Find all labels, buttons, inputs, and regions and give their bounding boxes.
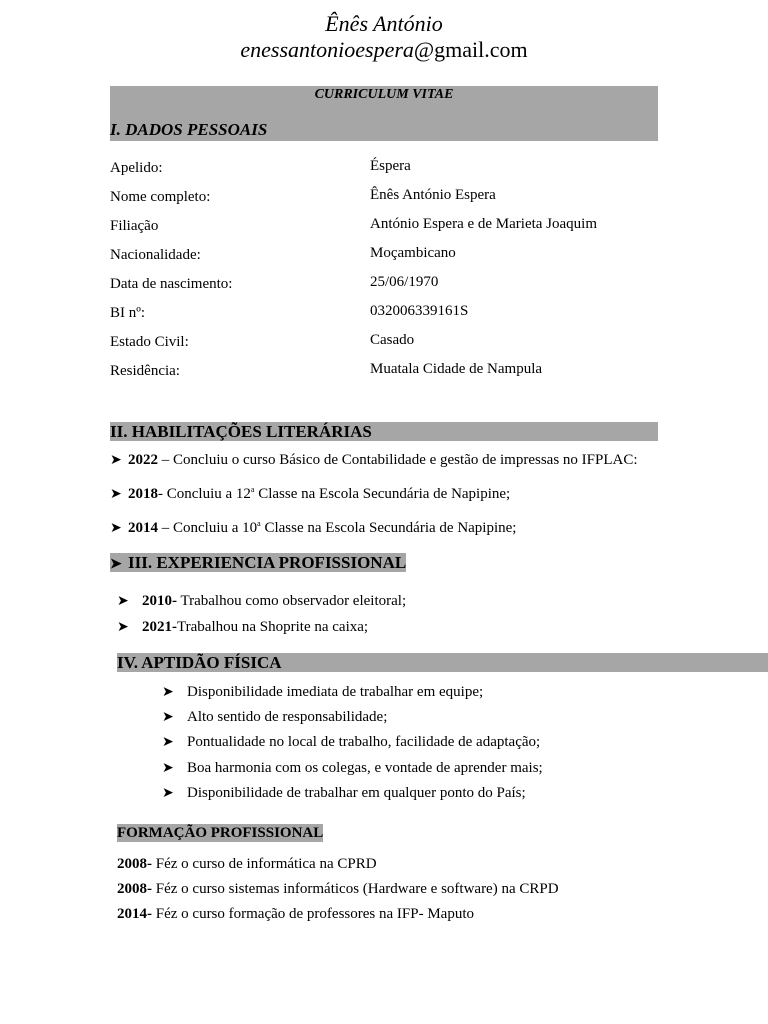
personal-value: Casado — [370, 332, 415, 348]
aptitude-text: Boa harmonia com os colegas, e vontade de aprender mais; — [187, 760, 543, 776]
experience-item — [117, 618, 368, 637]
section-heading-experience — [110, 553, 406, 572]
section-heading-aptitude: IV. APTIDÃO FÍSICA — [117, 653, 768, 672]
education-item — [110, 519, 516, 538]
experience-item — [117, 592, 406, 611]
aptitude-text: Disponibilidade de trabalhar em qualquer ponto do País; — [187, 785, 526, 801]
author-email — [0, 36, 768, 64]
personal-label: Nome completo: — [110, 189, 211, 205]
aptitude-item — [162, 733, 540, 752]
ordinal-superscript: a — [250, 485, 255, 494]
email-user: enessantonioespera — [240, 37, 414, 62]
section-heading-personal: I. DADOS PESSOAIS — [110, 120, 268, 139]
aptitude-item — [162, 683, 483, 702]
education-text: Classe na Escola Secundária de Napipine; — [254, 486, 511, 502]
email-domain: @gmail.com — [413, 37, 528, 62]
experience-text: Trabalhou como observador eleitoral; — [177, 593, 407, 609]
author-name: Ênês António — [325, 11, 443, 36]
ordinal-superscript: a — [257, 519, 261, 528]
personal-label: Data de nascimento: — [110, 276, 233, 292]
aptitude-text: Alto sentido de responsabilidade; — [187, 709, 388, 725]
personal-label: Nacionalidade: — [110, 247, 201, 263]
training-item — [117, 905, 474, 923]
personal-value: Muatala Cidade de Nampula — [370, 361, 543, 377]
arrow-bullet-icon: ➤ — [110, 557, 122, 572]
personal-label: Estado Civil: — [110, 334, 189, 350]
training-year: 2008- — [117, 881, 152, 897]
arrow-bullet-icon: ➤ — [162, 735, 174, 750]
arrow-bullet-icon: ➤ — [110, 453, 122, 468]
personal-value: Moçambicano — [370, 245, 456, 261]
training-item — [117, 855, 377, 873]
arrow-bullet-icon: ➤ — [110, 487, 122, 502]
experience-year: 2021- — [142, 619, 177, 635]
education-item — [110, 451, 638, 470]
education-item — [110, 485, 510, 504]
arrow-bullet-icon: ➤ — [117, 620, 129, 635]
personal-label: BI nº: — [110, 305, 146, 321]
training-year: 2008- — [117, 856, 152, 872]
education-text: – Concluiu o curso Básico de Contabilidade e gestão de impressas no IFPLAC: — [158, 452, 638, 468]
personal-value: 032006339161S — [370, 303, 469, 319]
training-year: 2014- — [117, 906, 152, 922]
training-item — [117, 880, 559, 898]
arrow-bullet-icon: ➤ — [162, 786, 174, 801]
personal-label: Apelido: — [110, 160, 163, 176]
aptitude-item — [162, 708, 387, 727]
arrow-bullet-icon: ➤ — [110, 521, 122, 536]
personal-label: Residência: — [110, 363, 180, 379]
arrow-bullet-icon: ➤ — [162, 685, 174, 700]
personal-label: Filiação — [110, 218, 159, 234]
section-heading-experience-text: III. EXPERIENCIA PROFISSIONAL — [128, 553, 407, 572]
personal-value: Éspera — [370, 158, 411, 174]
arrow-bullet-icon: ➤ — [162, 761, 174, 776]
section-heading-education: II. HABILITAÇÕES LITERÁRIAS — [110, 422, 658, 441]
personal-value: António Espera e de Marieta Joaquim — [370, 216, 598, 232]
arrow-bullet-icon: ➤ — [117, 594, 129, 609]
arrow-bullet-icon: ➤ — [162, 710, 174, 725]
training-text: Féz o curso formação de professores na IFP- Maputo — [152, 906, 474, 922]
education-year: 2014 — [128, 520, 158, 536]
section-heading-training: FORMAÇÃO PROFISSIONAL — [117, 825, 324, 841]
cv-title: CURRICULUM VITAE — [314, 87, 454, 102]
personal-value: 25/06/1970 — [370, 274, 439, 290]
training-text: Féz o curso de informática na CPRD — [152, 856, 377, 872]
aptitude-text: Disponibilidade imediata de trabalhar em equipe; — [187, 684, 484, 700]
experience-text: Trabalhou na Shoprite na caixa; — [177, 619, 369, 635]
experience-year: 2010- — [142, 593, 177, 609]
training-text: Féz o curso sistemas informáticos (Hardware e software) na CRPD — [152, 881, 559, 897]
education-text: – Concluiu a 10 — [158, 520, 258, 536]
education-text: - Concluiu a 12 — [158, 486, 251, 502]
education-text: Classe na Escola Secundária de Napipine; — [260, 520, 517, 536]
personal-value: Ênês António Espera — [370, 187, 496, 203]
aptitude-item — [162, 784, 526, 803]
education-year: 2018 — [128, 486, 158, 502]
aptitude-item — [162, 759, 543, 778]
aptitude-text: Pontualidade no local de trabalho, facilidade de adaptação; — [187, 734, 541, 750]
education-year: 2022 — [128, 452, 158, 468]
